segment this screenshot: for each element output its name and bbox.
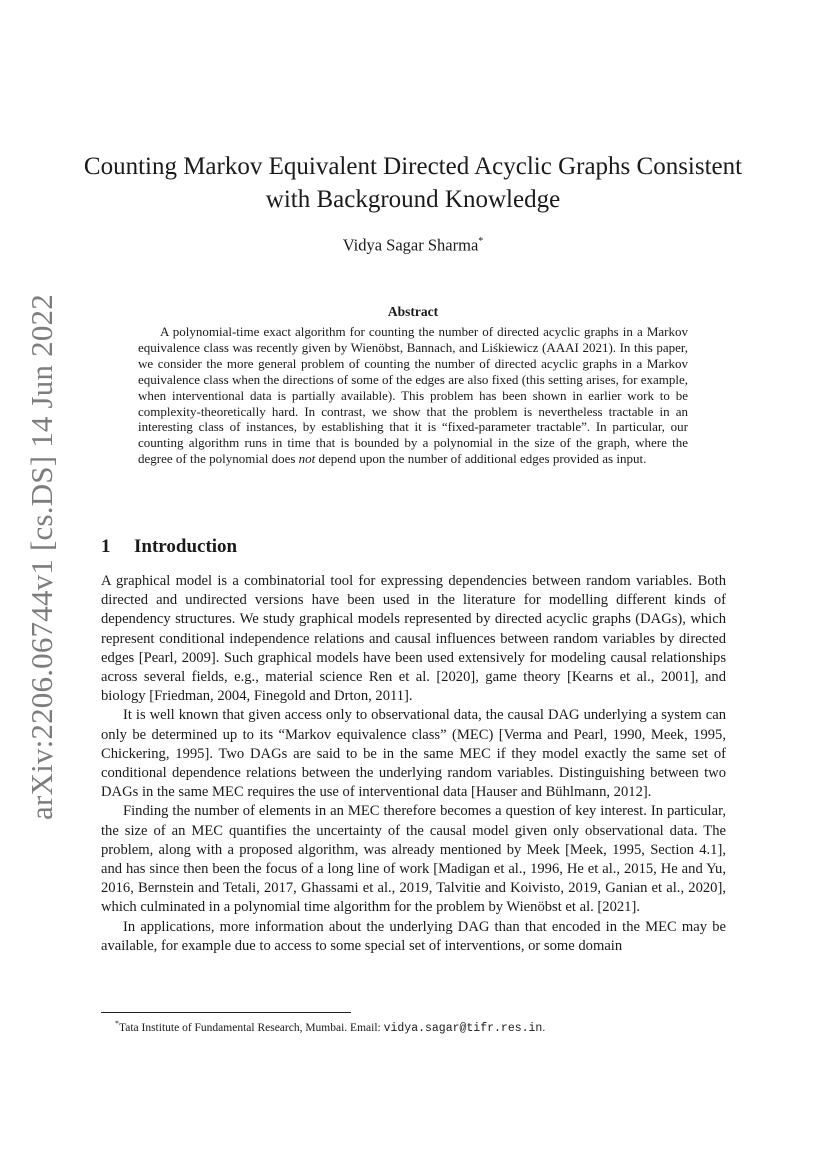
section-title: Introduction — [134, 536, 238, 557]
section-number: 1 — [101, 536, 111, 557]
arxiv-identifier: arXiv:2206.06744v1 [cs.DS] 14 Jun 2022 — [24, 294, 59, 820]
author — [200, 232, 626, 256]
author-name: Vidya Sagar Sharma — [342, 235, 479, 255]
abstract-text-a: A polynomial-time exact algorithm for counting the number of directed acyclic graphs in a Markov equivalence class was recently given by Wienöbst, Bannach, and Liśkiewicz (AAAI 2021). In this paper, we consider the more general problem of counting the number of directed acyclic graphs in a Markov equivalence class when the directions of some of the edges are also fixed (this setting arises, for example, when interventional data is partially available). This problem has been shown in earlier work to be complexity-theoretically hard. In contrast, we show that the problem is nevertheless tractable in an interesting class of instances, by establishing that it is “fixed-parameter tractable”. In particular, our counting algorithm runs in time that is bounded by a polynomial in the size of the graph, where the degree of the polynomial does — [138, 324, 688, 467]
footnote-mark: * — [115, 1019, 119, 1028]
paragraph: Finding the number of elements in an MEC therefore becomes a question of key interest. In particular, the size of an MEC quantifies the uncertainty of the causal model given only observational data. The problem, along with a proposed algorithm, was already mentioned by Meek [Meek, 1995, Section 4.1], and has since then been the focus of a long line of work [Madigan et al., 1996, He et al., 2015, He and Yu, 2016, Bernstein and Tetali, 2017, Ghassami et al., 2019, Talvitie and Koivisto, 2019, Ganian et al., 2020], which culminated in a polynomial time algorithm for the problem by Wienöbst et al. [2021]. — [101, 803, 726, 916]
author-email[interactable]: vidya.sagar@tifr.res.in — [383, 1021, 543, 1035]
section-heading — [101, 536, 501, 558]
title-line-2: with Background Knowledge — [265, 186, 561, 213]
title-line-1: Counting Markov Equivalent Directed Acyclic Graphs Consistent — [83, 153, 743, 180]
paper-title — [80, 150, 746, 216]
paragraph: A graphical model is a combinatorial tool for expressing dependencies between random variables. Both directed and undirected versions have been used in the literature for modelling different kinds of dependency structures. We study graphical models represented by directed acyclic graphs (DAGs), which represent conditional independence relations and causal influences between random variables by directed edges [Pearl, 2009]. Such graphical models have been used extensively for modeling causal relationships across several fields, e.g., material science Ren et al. [2020], game theory [Kearns et al., 2001], and biology [Friedman, 2004, Finegold and Drton, 2011]. — [101, 573, 726, 705]
abstract-text — [138, 324, 688, 467]
abstract-text-b: depend upon the number of additional edges provided as input. — [318, 451, 647, 467]
author-footnote-mark: * — [478, 236, 484, 247]
footnote-end: . — [542, 1021, 546, 1034]
abstract-emphasis: not — [298, 451, 316, 467]
paragraph: In applications, more information about the underlying DAG than that encoded in the MEC may be available, for example due to access to some special set of interventions, or some domain — [101, 918, 726, 954]
footnote-text: Tata Institute of Fundamental Research, Mumbai. Email: — [119, 1021, 381, 1034]
abstract-heading: Abstract — [387, 304, 439, 319]
footnote — [101, 1017, 726, 1036]
body-text — [101, 572, 726, 956]
footnote-rule — [101, 1012, 351, 1013]
paragraph: It is well known that given access only to observational data, the causal DAG underlying a system can only be determined up to its “Markov equivalence class” (MEC) [Verma and Pearl, 1990, Meek, 1995, Chickering, 1995]. Two DAGs are said to be in the same MEC if they model exactly the same set of conditional dependence relations between the underlying random variables. Distinguishing between two DAGs in the same MEC requires the use of interventional data [Hauser and Bühlmann, 2012]. — [101, 707, 726, 801]
